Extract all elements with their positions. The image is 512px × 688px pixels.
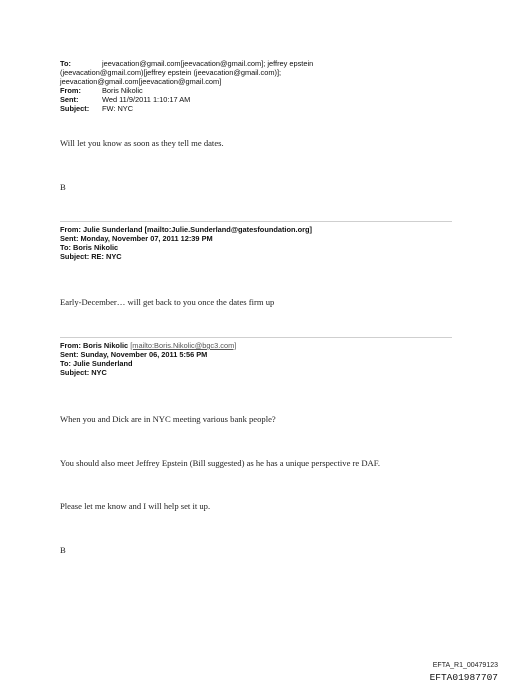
msg2-subject: Subject: RE: NYC: [60, 252, 122, 261]
subject-value: FW: NYC: [102, 104, 134, 113]
from-label: From:: [60, 86, 81, 95]
subject-label: Subject:: [60, 104, 90, 113]
subject-row: [60, 105, 133, 113]
to-value-line3: jeevacation@gmail.com[jeevacation@gmail.com]: [60, 77, 222, 86]
to-label: To:: [60, 59, 71, 68]
msg2-body: Early-December… will get back to you once the dates firm up: [60, 297, 275, 307]
body1-initial: B: [60, 182, 66, 192]
from-value: Boris Nikolic: [102, 86, 143, 95]
footer-ref1: EFTA_R1_00479123: [432, 662, 498, 669]
msg3-initial: B: [60, 545, 66, 555]
msg3-from: From: Boris Nikolic: [60, 341, 131, 350]
msg3-line3: Please let me know and I will help set it up.: [60, 501, 211, 511]
msg2-to: To: Boris Nikolic: [60, 243, 119, 252]
footer-ref2: EFTA01987707: [429, 672, 498, 683]
divider-2: [60, 337, 452, 338]
msg3-line2: You should also meet Jeffrey Epstein (Bill suggested) as he has a unique perspective re DAF.: [60, 458, 381, 468]
to-value-line2: (jeevacation@gmail.com)[jeffrey epstein (jeevacation@gmail.com)];: [60, 68, 282, 77]
to-value-line1: jeevacation@gmail.com[jeevacation@gmail.com]; jeffrey epstein: [102, 59, 314, 68]
body1-line1: Will let you know as soon as they tell me dates.: [60, 138, 224, 148]
divider-1: [60, 221, 452, 222]
msg2-sent: Sent: Monday, November 07, 2011 12:39 PM: [60, 234, 213, 243]
sent-label: Sent:: [60, 95, 79, 104]
msg3-line1: When you and Dick are in NYC meeting various bank people?: [60, 414, 276, 424]
msg3-to: To: Julie Sunderland: [60, 359, 133, 368]
msg3-sent: Sent: Sunday, November 06, 2011 5:56 PM: [60, 350, 208, 359]
msg3-mailto-link[interactable]: [mailto:Boris.Nikolic@bgc3.com]: [130, 341, 237, 350]
msg2-from: From: Julie Sunderland [mailto:Julie.Sunderland@gatesfoundation.org]: [60, 225, 312, 234]
sent-value: Wed 11/9/2011 1:10:17 AM: [102, 95, 191, 104]
msg3-subject: Subject: NYC: [60, 368, 107, 377]
